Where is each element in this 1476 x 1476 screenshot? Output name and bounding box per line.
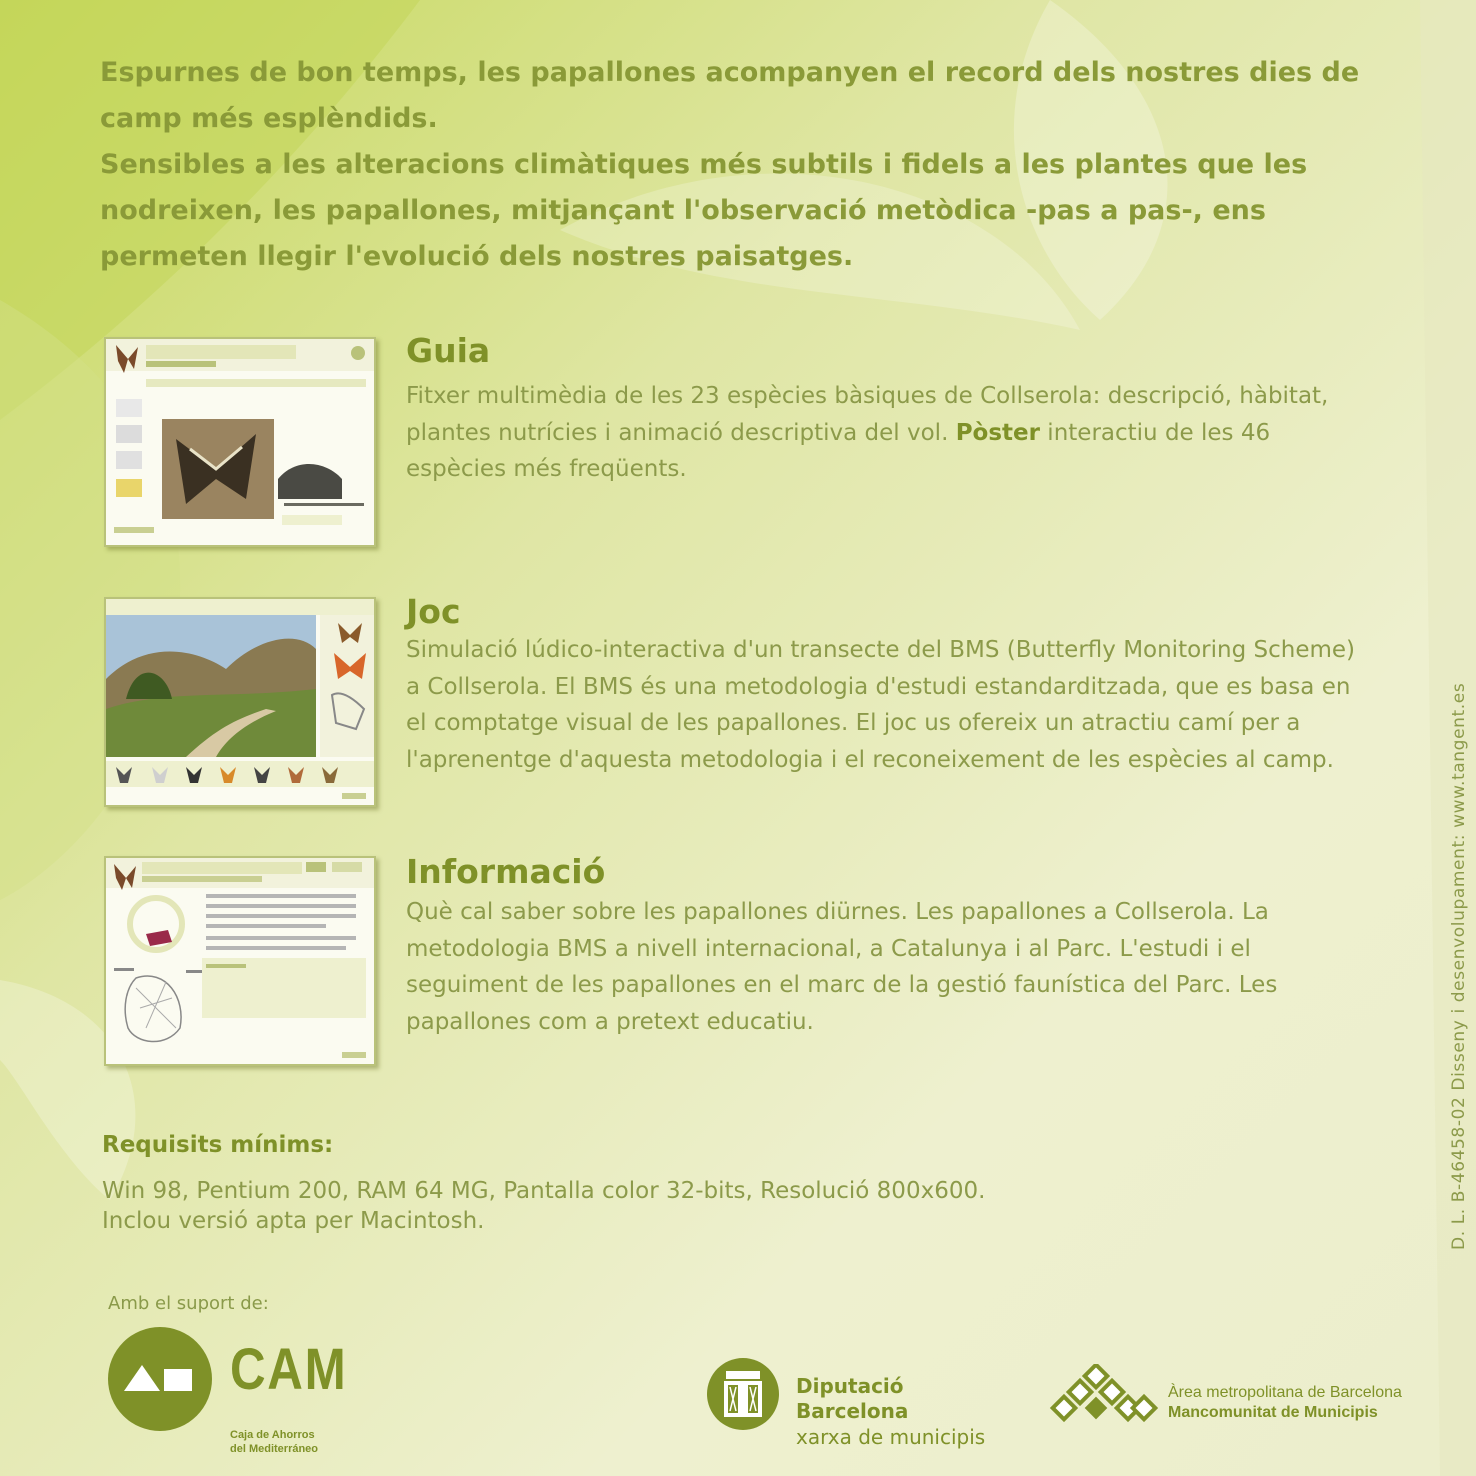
requirements-title: Requisits mínims: xyxy=(102,1132,334,1158)
guia-title: Guia xyxy=(406,331,491,370)
intro-text xyxy=(100,50,1380,280)
amb-line-2: Mancomunitat de Municipis xyxy=(1168,1404,1378,1421)
intro-paragraph-1: Espurnes de bon temps, les papallones acompanyen el record dels nostres dies de camp més esplèndids. xyxy=(100,57,1360,134)
intro-paragraph-2: Sensibles a les alteracions climàtiques més subtils i fidels a les plantes que les nodreixen, les papallones, mitjançant l'observació metòdica -pas a pas-, ens permeten llegir l'evolució dels nostres paisatges. xyxy=(100,149,1308,272)
cam-logo-text xyxy=(230,1337,368,1456)
requirements-line-2: Inclou versió apta per Macintosh. xyxy=(102,1208,485,1234)
vertical-credits: D. L. B-46458-02 Disseny i desenvolupament: www.tangent.es xyxy=(1449,682,1469,1250)
informacio-title: Informació xyxy=(406,852,606,891)
guia-description-emphasis: Pòster xyxy=(955,419,1040,446)
diputacio-line-1: Diputació xyxy=(796,1374,904,1398)
cam-logo-icon xyxy=(106,1325,214,1433)
support-label: Amb el suport de: xyxy=(108,1293,269,1314)
informacio-description: Què cal saber sobre les papallones diürnes. Les papallones a Collserola. La metodologia BMS a nivell internacional, a Catalunya i al Parc. L'estudi i el seguiment de les papallones en el marc de la gestió faunística del Parc. Les papallones com a pretext educatiu. xyxy=(406,899,1278,1035)
diputacio-emblem-icon xyxy=(706,1357,780,1431)
guia-screenshot-thumbnail xyxy=(104,337,376,547)
cam-name: CAM xyxy=(230,1337,348,1402)
informacio-screenshot-thumbnail xyxy=(104,856,376,1066)
joc-title: Joc xyxy=(406,592,461,631)
amb-logo-text xyxy=(1168,1383,1402,1423)
diputacio-logo-text xyxy=(796,1374,985,1450)
diputacio-line-3: xarxa de municipis xyxy=(796,1425,986,1449)
amb-line-1: Àrea metropolitana de Barcelona xyxy=(1168,1384,1402,1401)
guia-description-text-2: interactiu de les 46 espècies més freqüents. xyxy=(406,419,1271,482)
joc-screenshot-thumbnail xyxy=(104,597,376,807)
guia-description xyxy=(406,378,1366,488)
requirements-line-1: Win 98, Pentium 200, RAM 64 MG, Pantalla color 32-bits, Resolució 800x600. xyxy=(102,1178,986,1204)
cam-line-2: del Mediterráneo xyxy=(230,1443,319,1455)
joc-description: Simulació lúdico-interactiva d'un transecte del BMS (Butterfly Monitoring Scheme) a Collserola. El BMS és una metodologia d'estudi estandarditzada, que es basa en el comptatge visual de les papallones. El joc us ofereix un atractiu camí per a l'aprenentge d'aquesta metodologia i el reconeixement de les espècies al camp. xyxy=(406,637,1355,773)
amb-logo-icon xyxy=(1044,1364,1160,1434)
cam-line-1: Caja de Ahorros xyxy=(230,1429,315,1441)
guia-description-text-1: Fitxer multimèdia de les 23 espècies bàsiques de Collserola: descripció, hàbitat, plantes nutrícies i animació descriptiva del vol. xyxy=(406,383,1329,446)
diputacio-line-2: Barcelona xyxy=(796,1399,909,1423)
